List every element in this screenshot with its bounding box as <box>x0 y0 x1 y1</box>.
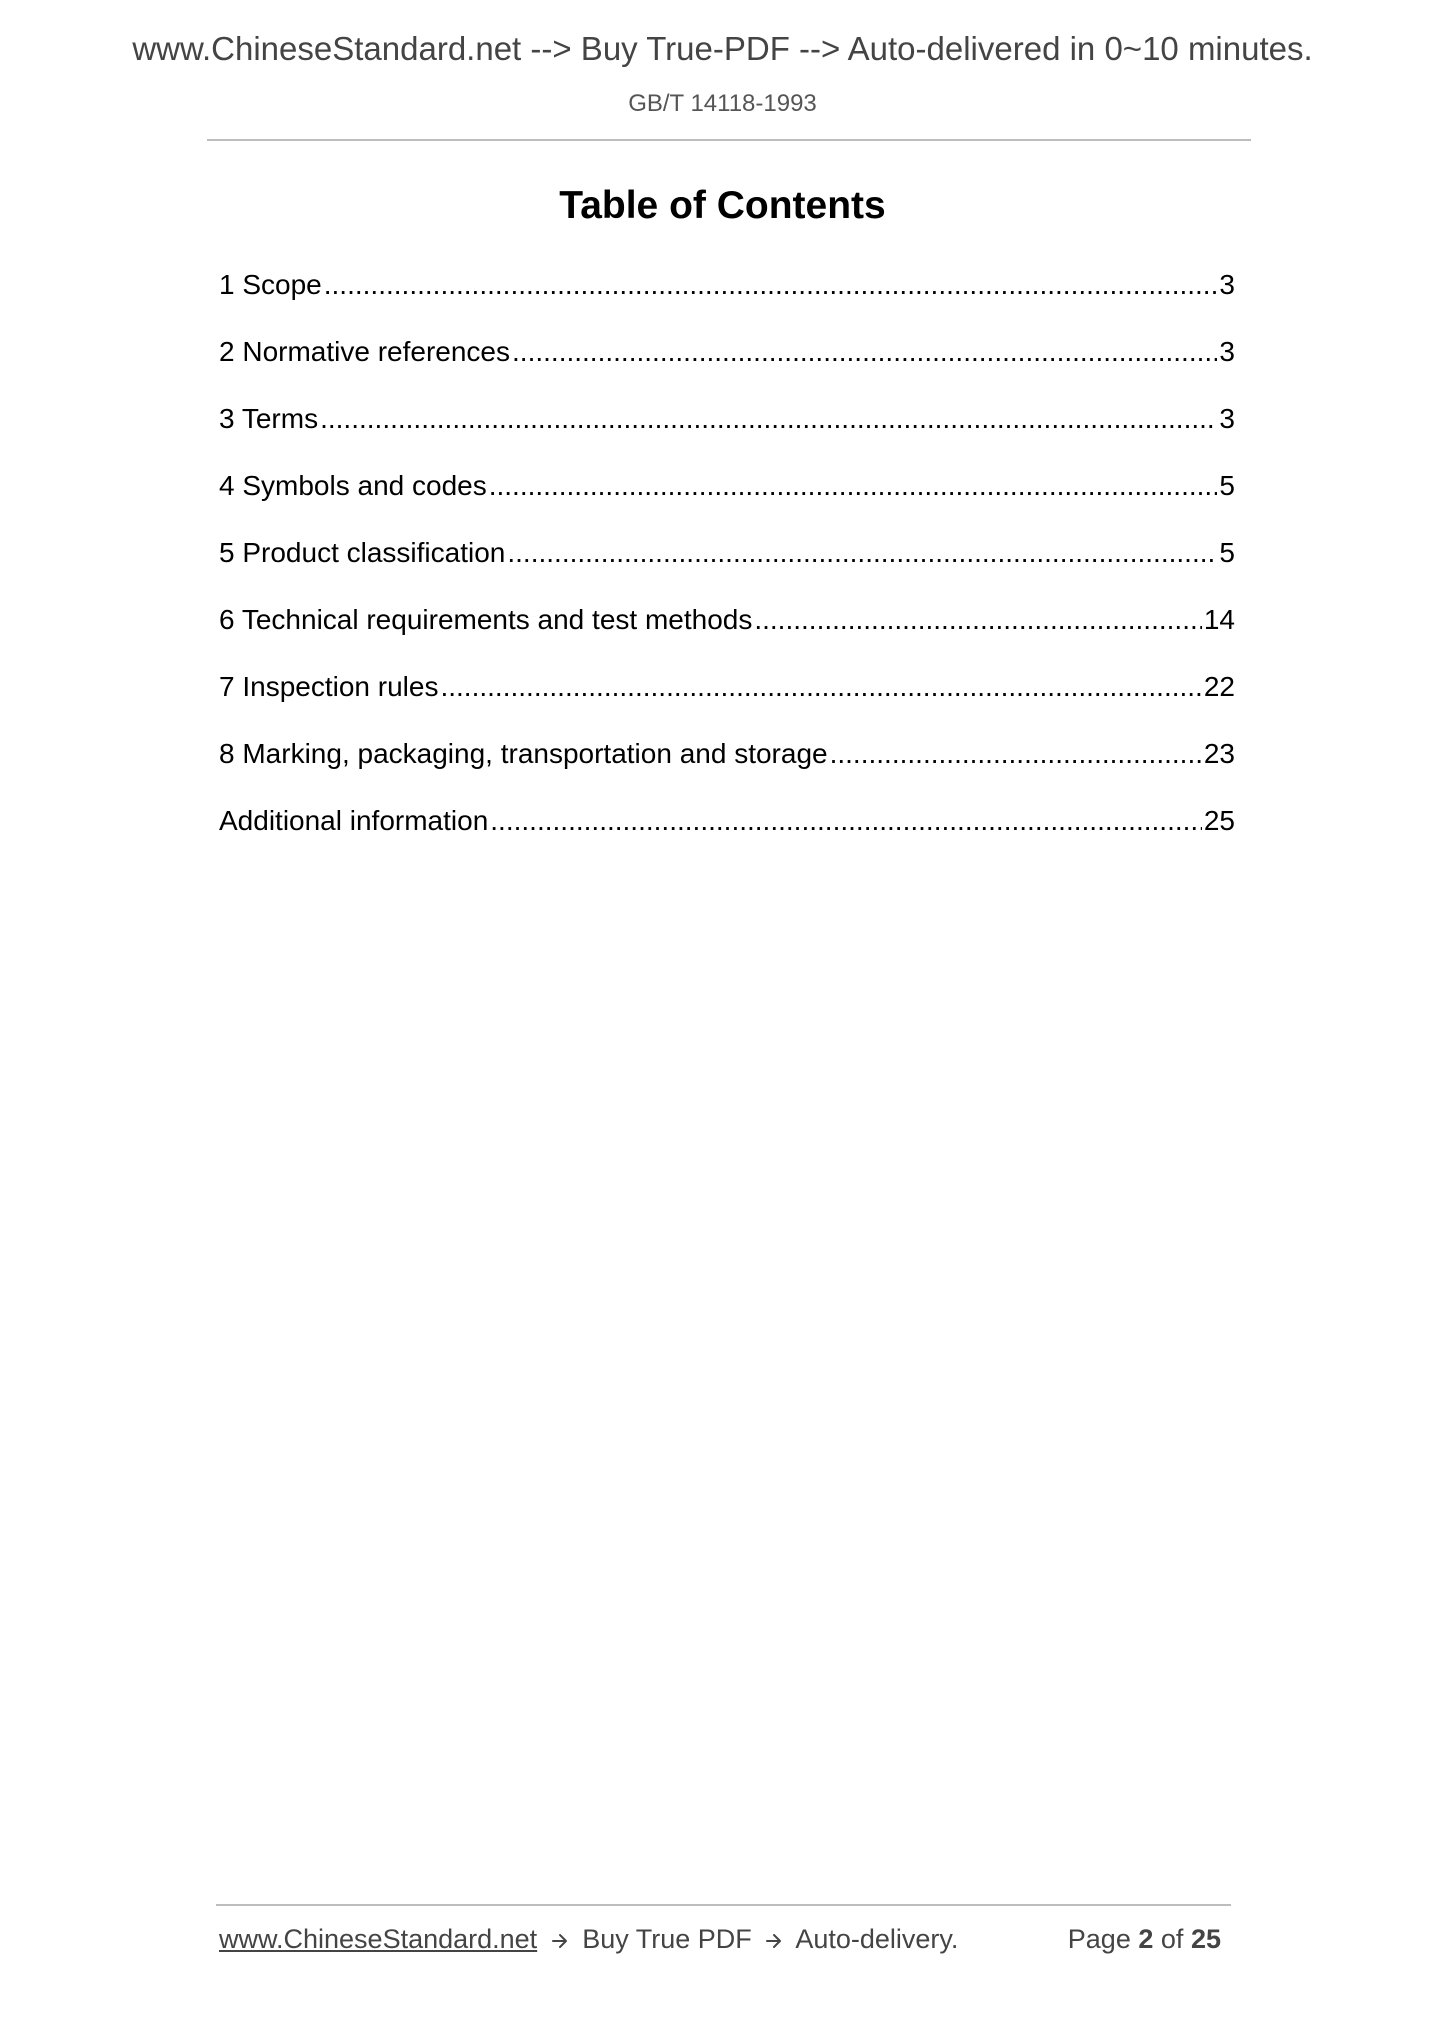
toc-entry-page: 25 <box>1203 805 1235 836</box>
footer-delivery-text: Auto-delivery. <box>795 1924 959 1954</box>
footer-site-link[interactable]: www.ChineseStandard.net <box>219 1924 538 1954</box>
right-arrow-icon <box>765 1924 783 1955</box>
toc-dot-leader <box>440 667 1201 707</box>
toc-entry-page: 22 <box>1203 671 1235 702</box>
toc-dot-leader <box>754 600 1202 640</box>
toc-entry-technical-requirements[interactable] <box>219 600 1235 667</box>
toc-entry-label: 8 Marking, packaging, transportation and storage <box>219 738 828 769</box>
toc-dot-leader <box>320 399 1217 439</box>
toc-entry-normative-references[interactable] <box>219 332 1235 399</box>
toc-entry-additional-information[interactable] <box>219 801 1235 868</box>
toc-entry-symbols-and-codes[interactable] <box>219 466 1235 533</box>
toc-title: Table of Contents <box>559 184 886 227</box>
toc-entry-label: 3 Terms <box>219 403 319 434</box>
toc-dot-leader <box>830 734 1202 774</box>
toc-entry-terms[interactable] <box>219 399 1235 466</box>
toc-entry-label: 2 Normative references <box>219 336 511 367</box>
of-word: of <box>1160 1924 1184 1954</box>
toc-entry-page: 3 <box>1219 403 1235 434</box>
toc-entry-page: 3 <box>1219 269 1235 300</box>
toc-entry-product-classification[interactable] <box>219 533 1235 600</box>
toc-entry-label: 1 Scope <box>219 269 322 300</box>
header-divider <box>207 139 1251 141</box>
toc-dot-leader <box>489 466 1218 506</box>
toc-entry-inspection-rules[interactable] <box>219 667 1235 734</box>
toc-entry-label: 4 Symbols and codes <box>219 470 487 501</box>
footer-buy-text: Buy True PDF <box>582 1924 752 1954</box>
toc-entry-marking-packaging[interactable] <box>219 734 1235 801</box>
toc-dot-leader <box>324 265 1218 305</box>
footer-divider <box>216 1904 1231 1906</box>
toc-entry-scope[interactable] <box>219 265 1235 332</box>
page-total: 25 <box>1190 1924 1221 1954</box>
page-word: Page <box>1067 1924 1131 1954</box>
document-code: GB/T 14118-1993 <box>628 90 817 117</box>
toc-dot-leader <box>490 801 1202 841</box>
toc-entry-label: 6 Technical requirements and test methods <box>219 604 753 635</box>
toc-entry-label: 5 Product classification <box>219 537 506 568</box>
right-arrow-icon <box>551 1924 569 1955</box>
toc-dot-leader <box>507 533 1217 573</box>
toc-entry-page: 3 <box>1219 336 1235 367</box>
toc-entry-page: 5 <box>1219 537 1235 568</box>
toc-list <box>219 265 1235 868</box>
page-number <box>1068 1924 1221 1955</box>
page-current: 2 <box>1138 1924 1154 1954</box>
toc-dot-leader <box>512 332 1217 372</box>
top-banner: www.ChineseStandard.net --> Buy True-PDF --> Auto-delivered in 0~10 minutes. <box>132 30 1313 67</box>
toc-entry-page: 14 <box>1203 604 1235 635</box>
toc-entry-page: 23 <box>1203 738 1235 769</box>
footer-promo <box>219 1924 958 1955</box>
toc-entry-label: 7 Inspection rules <box>219 671 439 702</box>
toc-entry-label: Additional information <box>219 805 489 836</box>
toc-entry-page: 5 <box>1219 470 1235 501</box>
